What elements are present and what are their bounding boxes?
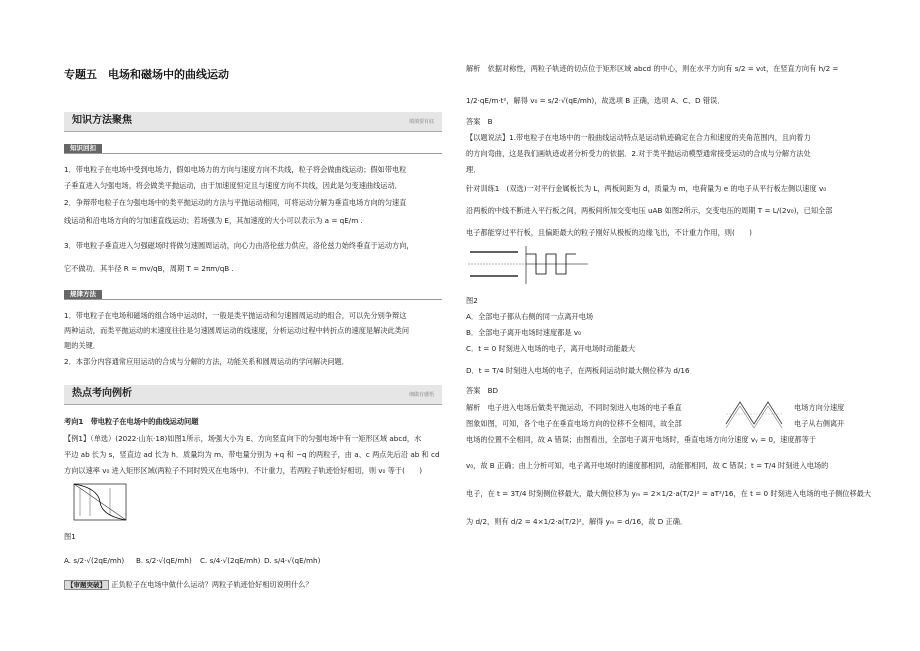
figure-1-caption: 图1 [64,532,76,541]
knowledge-p3-l2: 它不做功．其半径 R = mv/qB，周期 T = 2πm/qB . [64,264,234,273]
yitishuofa-l1: 【以题说法】1.带电粒子在电场中的一般曲线运动特点是运动轨迹确定在合力和速度的夹角范围内，且向着力 [466,133,811,142]
knowledge-p2-l2: 线运动和沿电场方向的匀加速直线运动；若场强为 E，其加速度的大小可以表示为 a = qE/m . [64,216,363,225]
answer-2: 答案 BD [466,386,499,395]
option-2-b: B．全部电子离开电场时速度都是 v₀ [466,328,581,337]
solution-2-l2: 图象如图，可知，各个电子在垂直电场方向的位移不全相同，故全部 [466,419,682,428]
rules-p1-l3: 题的关键． [64,341,100,350]
option-b: B. s/2·√(qE/mh) [136,556,192,565]
subsection-knowledge [64,144,442,154]
banner-title: 热点考向例析 [72,388,132,399]
knowledge-p1-l2: 子垂直进入匀强电场，将会做类平抛运动，由于加速度恒定且与速度方向不共线，因此是匀变速曲线运动． [64,181,402,190]
shenti-label: 【审题突破】 [64,580,109,590]
answer-1: 答案 B [466,117,493,126]
subsection-tag: 知识回扣 [64,144,102,153]
training-l3: 电子都能穿过平行板，且偏距最大的粒子刚好从极板的边缘飞出，不计重力作用，则( ) [466,228,752,237]
side-note-2: 电子从右侧离开 [794,419,845,428]
banner-title: 知识方法聚焦 [72,115,132,126]
shenti-row [64,580,313,590]
figure-1-diagram [68,478,132,526]
side-note-1: 电场方向分速度 [794,403,845,412]
example-l1: 【例1】（单选）(2022·山东·18)如图1所示，场强大小为 E、方向竖直向下的匀强电场中有一矩形区域 abcd，水 [64,434,422,443]
yitishuofa-l2: 的方向弯曲，这是我们画轨迹或者分析受力的依据．2.对于类平抛运动模型通常接受运动的合成与分解方法处 [466,149,811,158]
yitishuofa-l3: 理． [466,165,481,174]
section-banner-examples [64,385,442,405]
knowledge-p3-l1: 3．带电粒子垂直进入匀强磁场时将做匀速圆周运动，向心力由洛伦兹力供应，洛伦兹力始终垂直于运动方向， [64,241,414,250]
rules-p2: 2．本部分内容通常应用运动的合成与分解的方法，功能关系和圆周运动的学问解决问题． [64,357,349,366]
option-2-a: A．全部电子都从右侧的同一点离开电场 [466,312,594,321]
solution-1-l2: 1/2·qE/m·t²，解得 v₀ = s/2·√(qE/mh)，故选项 B 正确，选项 A、C、D 错误． [466,96,725,105]
option-2-d: D．t = T/4 时刻进入电场的电子，在两板间运动时最大侧位移为 d/16 [466,366,690,375]
subsection-rules [64,290,442,300]
example-l3: 方向以速率 v₀ 进入矩形区域(两粒子不同时毁灭在电场中)．不计重力，若两粒子轨迹恰好相切，则 v₀ 等于( ) [64,466,423,475]
figure-2-caption: 图2 [466,296,478,305]
option-c: C. s/4·√(2qE/mh) [200,556,261,565]
topic-heading: 考向1 带电粒子在电场中的曲线运动问题 [64,417,199,426]
knowledge-p1-l1: 1．带电粒子在电场中受到电场力，假如电场力的方向与速度方向不共线，粒子将会做曲线运动；假如带电粒 [64,165,407,174]
solution-2-l3: 电场的位置不全相同，故 A 错误；由图看出，全部电子离开电场时，垂直电场方向分速度 vᵧ = 0，速度都等于 [466,435,817,444]
solution-1-l1: 解析 依据对称性，两粒子轨迹的切点位于矩形区域 abcd 的中心，则在水平方向有 s/2 = v₀t，在竖直方向有 h/2 = [466,64,839,73]
option-a: A. s/2·√(2qE/mh) [64,556,125,565]
banner-subtitle: 细做有感悟 [408,392,434,398]
solution-2-l1: 解析 电子进入电场后做类平抛运动，不同时刻进入电场的电子垂直 [466,403,682,412]
page-title: 专题五 电场和磁场中的曲线运动 [64,68,229,81]
velocity-zigzag-diagram [724,394,784,432]
rules-p1-l2: 两种运动，而类平抛运动的末速度往往是匀速圆周运动的线速度，分析运动过程中转折点的速度是解决此类问 [64,326,410,335]
training-l2: 沿两板的中线不断进入平行板之间，两板间所加交变电压 uAB 如图2所示，交变电压的周期 T = L/(2v₀)，已知全部 [466,206,833,215]
rules-p1-l1: 1．带电粒子在电场和磁场的组合场中运动时，一般是类平抛运动和匀速圆周运动的组合，可以先分别争辩这 [64,311,407,320]
training-l1: 针对训练1 (双选)一对平行金属板长为 L，两板间距为 d，质量为 m，电荷量为 e 的电子从平行板左侧以速度 v₀ [466,184,827,193]
solution-2-l4: v₀，故 B 正确；由上分析可知，电子离开电场时的速度都相同，动能都相同，故 C 错误；t = T/4 时刻进入电场的 [466,461,829,470]
banner-subtitle: 填填要有底 [408,119,434,125]
option-2-c: C．t = 0 时刻进入电场的电子，离开电场时动能最大 [466,344,636,353]
option-d: D. s/4·√(qE/mh) [264,556,321,565]
solution-2-l6: 为 d/2，则有 d/2 = 4×1/2·a(T/2)²，解得 yₘ = d/16，故 D 正确． [466,517,688,526]
section-banner-methods [64,112,442,132]
subsection-tag: 规律方法 [64,290,102,299]
knowledge-p2-l1: 2．争辩带电粒子在匀强电场中的类平抛运动的方法与平抛运动相同，可将运动分解为垂直电场方向的匀速直 [64,198,407,207]
solution-2-l5: 电子，在 t = 3T/4 时刻侧位移最大，最大侧位移为 yₘ = 2×1/2·a(T/2)² = aT²/16，在 t = 0 时刻进入电场的电子侧位移最大 [466,489,872,498]
shenti-text: 正负粒子在电场中做什么运动？两粒子轨迹恰好相切说明什么？ [111,580,313,589]
example-l2: 平边 ab 长为 s，竖直边 ad 长为 h．质量均为 m、带电量分别为 +q 和 −q 的两粒子，由 a、c 两点先后沿 ab 和 cd [64,450,440,459]
figure-2-voltage-graph [520,242,590,288]
